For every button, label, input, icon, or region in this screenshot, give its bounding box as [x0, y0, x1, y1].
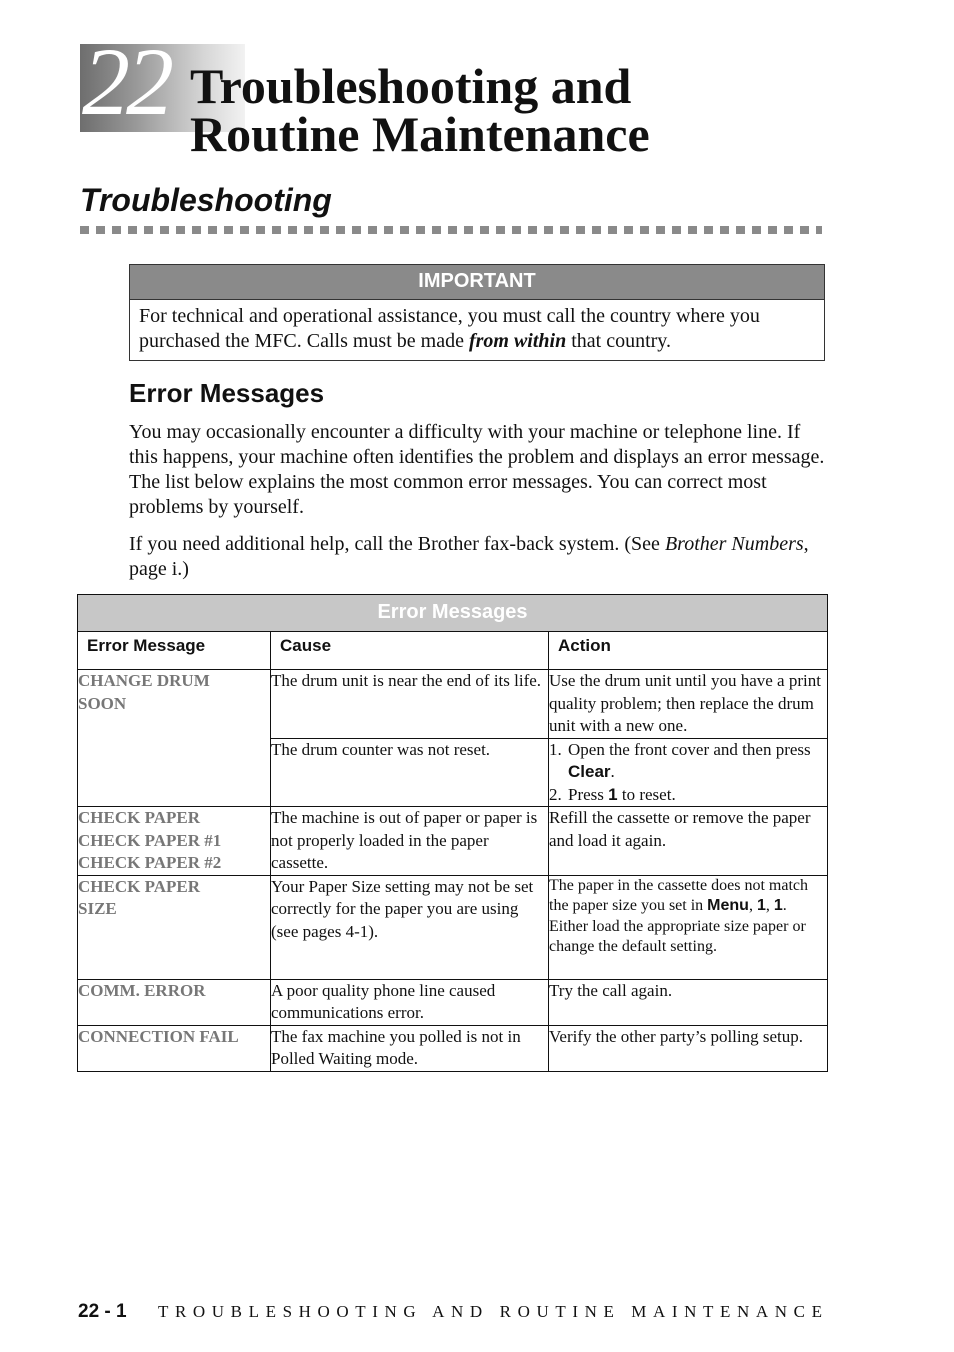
separator: ,: [748, 897, 753, 914]
subsection-title: Error Messages: [129, 378, 325, 408]
cause-cell: Your Paper Size setting may not be set correctly for the paper you are using (see pages 4-1).: [271, 875, 549, 979]
help-text: If you need additional help, call the Brother fax-back system. (See: [129, 533, 660, 555]
chapter-title-line1: Troubleshooting and: [190, 58, 632, 114]
header-error-message: Error Message: [78, 632, 271, 670]
table-row: [78, 670, 828, 739]
separator: ,: [765, 897, 770, 914]
important-heading: IMPORTANT: [130, 265, 824, 300]
chapter-number: 22: [82, 28, 170, 135]
chapter-title: [190, 58, 650, 162]
error-message-cell: [78, 1025, 271, 1071]
error-message: SOON: [78, 693, 127, 713]
error-message-cell: [78, 670, 271, 807]
menu-key-label: Menu: [707, 897, 749, 914]
step-number: 2.: [549, 784, 562, 804]
action-cell: [549, 875, 828, 979]
error-message: CONNECTION FAIL: [78, 1026, 239, 1046]
cause-cell: The drum counter was not reset.: [271, 738, 549, 807]
chapter-title-line2: Routine Maintenance: [190, 106, 650, 162]
help-reference: Brother Numbers: [664, 533, 804, 555]
section-divider: [80, 226, 822, 234]
key-1-label: 1: [773, 897, 783, 914]
important-body: [130, 300, 824, 360]
error-message: CHECK PAPER: [78, 808, 200, 827]
section-title: Troubleshooting: [80, 182, 332, 218]
step-text-end: to reset.: [621, 784, 676, 804]
action-step: [549, 739, 827, 784]
table-title: Error Messages: [78, 595, 828, 632]
error-message-cell: [78, 979, 271, 1025]
error-messages-table: [77, 594, 828, 1072]
step-text-end: .: [610, 762, 615, 781]
header-action: Action: [549, 632, 828, 670]
table-header-row: [78, 632, 828, 670]
action-cell: Use the drum unit until you have a print quality problem; then replace the drum unit with a new one.: [549, 670, 828, 739]
error-message-cell: [78, 807, 271, 876]
action-cell: [549, 738, 828, 807]
clear-key-label: Clear: [568, 762, 611, 781]
error-message: CHECK PAPER: [78, 876, 200, 896]
error-message-cell: [78, 875, 271, 979]
step-number: 1.: [549, 739, 562, 759]
intro-paragraph: You may occasionally encounter a difficulty with your machine or telephone line. If this happens, your machine often identifies the problem and displays an error message. The list below explains the most common error messages. You can correct most problems by yourself.: [129, 421, 825, 518]
table-row: [78, 979, 828, 1025]
table-row: [78, 1025, 828, 1071]
error-message: COMM. ERROR: [78, 980, 206, 1000]
important-notice: [129, 264, 825, 361]
cause-cell: The machine is out of paper or paper is not properly loaded in the paper cassette.: [271, 807, 549, 876]
cause-cell: A poor quality phone line caused communications error.: [271, 979, 549, 1025]
action-text: The paper in the cassette does not match the paper size you set in: [549, 876, 809, 914]
page-number: 22 - 1: [78, 1301, 127, 1322]
important-emphasis: from within: [468, 330, 567, 352]
header-cause: Cause: [271, 632, 549, 670]
action-step: [549, 784, 827, 807]
help-text-end: , page i.): [129, 533, 809, 580]
error-message: CHECK PAPER #1: [78, 830, 222, 850]
error-message: CHECK PAPER #2: [78, 853, 222, 872]
cause-cell: The fax machine you polled is not in Polled Waiting mode.: [271, 1025, 549, 1071]
action-cell: Verify the other party’s polling setup.: [549, 1025, 828, 1071]
error-message: SIZE: [78, 899, 117, 918]
key-1-label: 1: [608, 784, 618, 804]
step-text: Open the front cover and then press: [568, 739, 811, 759]
action-steps: [549, 739, 827, 807]
help-paragraph: [129, 532, 829, 582]
cause-cell: The drum unit is near the end of its life.: [271, 670, 549, 739]
important-text-end: that country.: [571, 330, 672, 352]
error-message: CHANGE DRUM: [78, 671, 210, 690]
action-cell: Try the call again.: [549, 979, 828, 1025]
step-text: Press: [568, 784, 604, 804]
action-text-end: . Either load the appropriate size paper or change the default setting.: [549, 897, 806, 955]
running-footer-title: TROUBLESHOOTING AND ROUTINE MAINTENANCE: [158, 1302, 829, 1321]
important-text: For technical and operational assistance, you must call the country where you purchased the MFC. Calls must be made: [139, 305, 760, 352]
table-row: [78, 875, 828, 979]
key-1-label: 1: [756, 897, 766, 914]
action-cell: Refill the cassette or remove the paper and load it again.: [549, 807, 828, 876]
table-row: [78, 807, 828, 876]
